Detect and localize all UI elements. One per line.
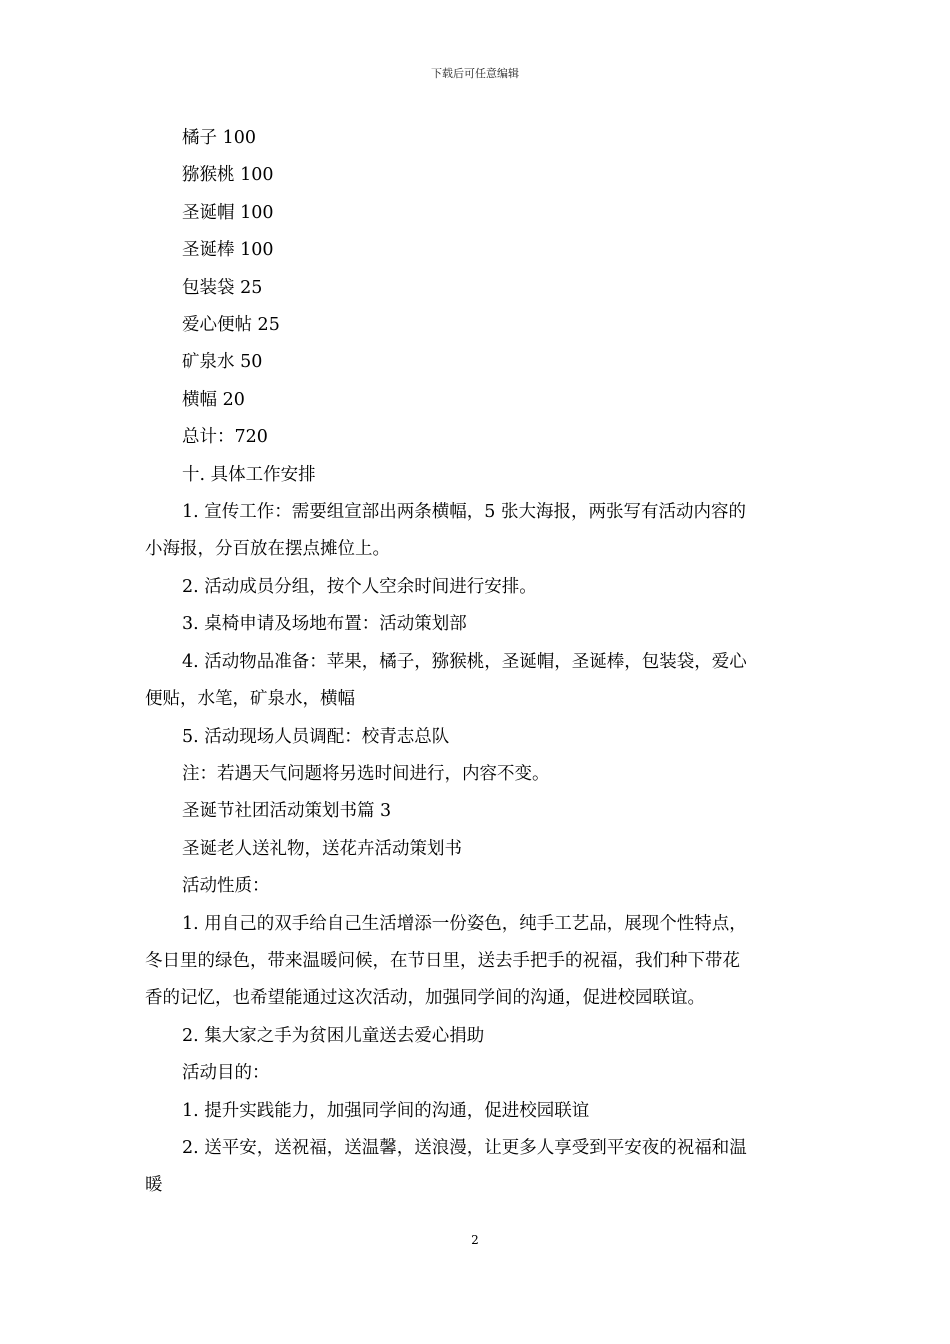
- text-line: 包装袋 25: [182, 277, 263, 298]
- text-line: 爱心便帖 25: [182, 315, 280, 336]
- text-line: 圣诞棒 100: [182, 240, 274, 261]
- text-line: 2. 送平安，送祝福，送温馨，送浪漫，让更多人享受到平安夜的祝福和温: [182, 1137, 747, 1158]
- text-line: 矿泉水 50: [182, 352, 263, 373]
- text-line: 3. 桌椅申请及场地布置：活动策划部: [182, 614, 467, 635]
- text-line: 小海报，分百放在摆点摊位上。: [145, 539, 390, 560]
- text-line: 2. 集大家之手为贫困儿童送去爱心捐助: [182, 1025, 485, 1046]
- text-line: 圣诞老人送礼物，送花卉活动策划书: [182, 838, 462, 859]
- text-line: 十. 具体工作安排: [182, 464, 316, 485]
- text-line: 圣诞节社团活动策划书篇 3: [182, 801, 392, 822]
- text-line: 便贴，水笔，矿泉水，横幅: [145, 689, 355, 710]
- text-line: 暖: [145, 1175, 163, 1196]
- text-line: 1. 用自己的双手给自己生活增添一份姿色，纯手工艺品，展现个性特点，: [182, 913, 747, 934]
- text-line: 横幅 20: [182, 389, 245, 410]
- text-line: 1. 宣传工作：需要组宣部出两条横幅，5 张大海报，两张写有活动内容的: [182, 502, 746, 523]
- text-line: 活动性质：: [182, 876, 270, 897]
- text-line: 香的记忆，也希望能通过这次活动，加强同学间的沟通，促进校园联谊。: [145, 988, 705, 1009]
- text-line: 5. 活动现场人员调配：校青志总队: [182, 726, 450, 747]
- text-line: 猕猴桃 100: [182, 165, 274, 186]
- document-body: [145, 120, 809, 1205]
- page-number: 2: [471, 1233, 479, 1247]
- page-header-note: 下载后可任意编辑: [431, 67, 519, 80]
- text-line: 冬日里的绿色，带来温暖问候，在节日里，送去手把手的祝福，我们种下带花: [145, 950, 740, 971]
- text-line: 1. 提升实践能力，加强同学间的沟通，促进校园联谊: [182, 1100, 590, 1121]
- text-line: 活动目的：: [182, 1063, 270, 1084]
- text-line: 2. 活动成员分组，按个人空余时间进行安排。: [182, 576, 537, 597]
- text-line: 4. 活动物品准备：苹果，橘子，猕猴桃，圣诞帽，圣诞棒，包装袋，爱心: [182, 651, 747, 672]
- text-line: 总计：720: [182, 427, 268, 448]
- text-line: 注：若遇天气问题将另选时间进行，内容不变。: [182, 763, 550, 784]
- text-line: 圣诞帽 100: [182, 202, 274, 223]
- text-line: 橘子 100: [182, 128, 256, 148]
